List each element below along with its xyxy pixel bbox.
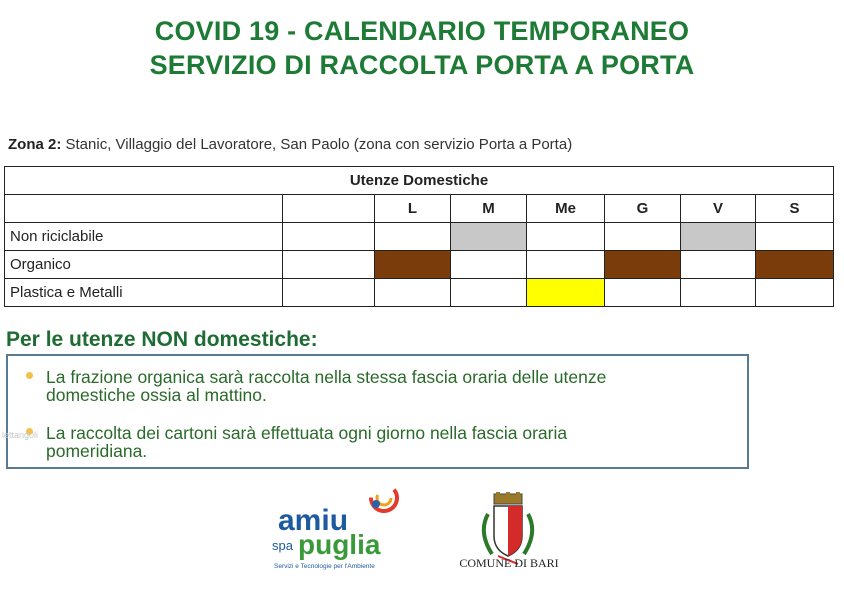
- zone-text: Stanic, Villaggio del Lavoratore, San Paolo (zona con servizio Porta a Porta): [61, 136, 573, 153]
- table-header: Utenze Domestiche: [5, 167, 834, 195]
- title-line-1: COVID 19 - CALENDARIO TEMPORANEO: [154, 16, 690, 46]
- day-cell: [756, 223, 834, 251]
- empty-cell: [283, 279, 375, 307]
- day-cell: [527, 251, 605, 279]
- day-cell: [375, 279, 451, 307]
- title-line-2: SERVIZIO DI RACCOLTA PORTA A PORTA: [149, 50, 695, 80]
- day-cell: [527, 223, 605, 251]
- bullet-item: [26, 368, 746, 404]
- watermark: lettangoli: [2, 430, 39, 440]
- empty-cell: [283, 223, 375, 251]
- day-cell: [451, 251, 527, 279]
- amiu-spa: spa: [272, 538, 293, 553]
- empty-cell: [283, 195, 375, 223]
- day-header-row: [5, 195, 834, 223]
- active-collection-cell: [605, 251, 681, 279]
- zone-label: Zona 2:: [8, 136, 62, 153]
- day-header: L: [375, 195, 451, 223]
- day-header: G: [605, 195, 681, 223]
- day-header: S: [756, 195, 834, 223]
- empty-cell: [283, 251, 375, 279]
- amiu-puglia-logo: [272, 480, 412, 575]
- bullet-item: [26, 424, 746, 460]
- day-cell: [681, 251, 756, 279]
- amiu-tagline: Servizi e Tecnologie per l'Ambiente: [274, 563, 375, 570]
- table-row: [5, 279, 834, 307]
- zone-description: [8, 136, 572, 153]
- day-header: V: [681, 195, 756, 223]
- comune-di-bari-label: COMUNE DI BARI: [459, 556, 559, 570]
- day-cell: [605, 279, 681, 307]
- amiu-word: amiu: [278, 504, 349, 537]
- page-title: [0, 14, 844, 82]
- active-collection-cell: [756, 251, 834, 279]
- day-cell: [605, 223, 681, 251]
- bullet-text-line: domestiche ossia al mattino.: [46, 385, 267, 405]
- day-cell: [375, 223, 451, 251]
- day-header: M: [451, 195, 527, 223]
- bullet-dot-icon: [26, 372, 33, 379]
- empty-corner-cell: [5, 195, 283, 223]
- collection-calendar-table: [4, 166, 834, 307]
- row-label: Organico: [5, 251, 283, 279]
- bullet-text-line: La raccolta dei cartoni sarà effettuata ogni giorno nella fascia oraria: [46, 423, 568, 443]
- active-collection-cell: [451, 223, 527, 251]
- non-domestic-heading: Per le utenze NON domestiche:: [6, 328, 318, 351]
- day-cell: [756, 279, 834, 307]
- non-domestic-info-box: [6, 354, 749, 469]
- active-collection-cell: [527, 279, 605, 307]
- day-header: Me: [527, 195, 605, 223]
- amiu-puglia-word: puglia: [298, 529, 381, 560]
- bullet-text-line: La frazione organica sarà raccolta nella stessa fascia oraria delle utenze: [46, 367, 607, 387]
- table-row: [5, 251, 834, 279]
- row-label: Non riciclabile: [5, 223, 283, 251]
- day-cell: [681, 279, 756, 307]
- day-cell: [451, 279, 527, 307]
- bullet-text-line: pomeridiana.: [46, 441, 148, 461]
- table-row: [5, 223, 834, 251]
- row-label: Plastica e Metalli: [5, 279, 283, 307]
- active-collection-cell: [375, 251, 451, 279]
- active-collection-cell: [681, 223, 756, 251]
